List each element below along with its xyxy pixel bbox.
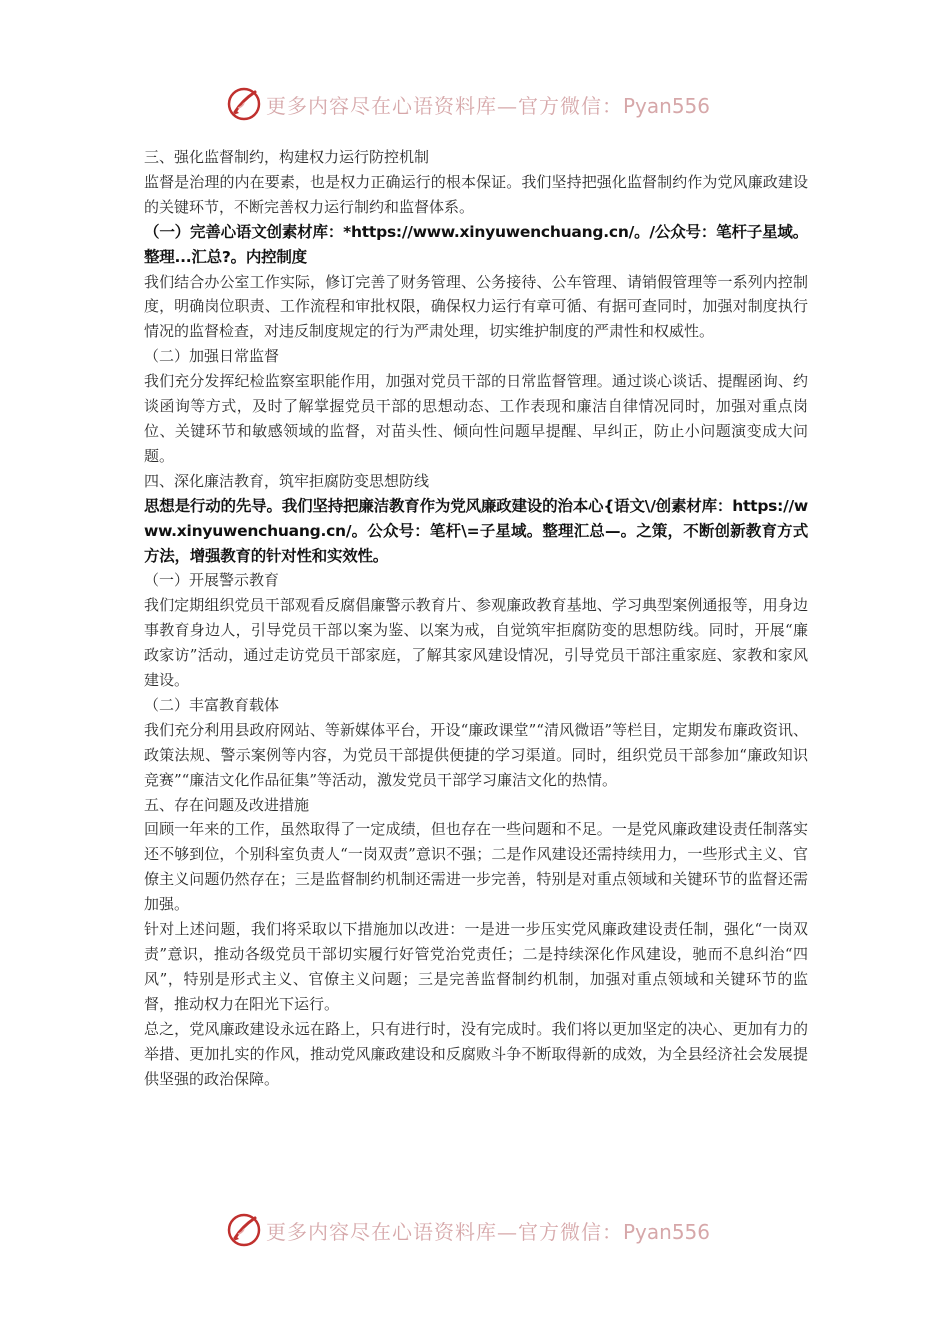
paragraph-bold: 思想是行动的先导。我们坚持把廉洁教育作为党风廉政建设的治本心{语文\/创素材库：https://www.xinyuwenchuang.cn/。公众号：笔杆\=子星域。整理汇总—。之策，不断创新教育方式方法，增强教育的针对性和实效性。 — [144, 496, 808, 565]
wechat-id: Pyan556 — [623, 93, 711, 118]
subheading: （一）开展警示教育 — [144, 571, 280, 590]
header-banner — [226, 84, 726, 124]
paragraph: 我们充分利用县政府网站、等新媒体平台，开设“廉政课堂”“清风微语”等栏目，定期发布廉政资讯、政策法规、警示案例等内容，为党员干部提供便捷的学习渠道。同时，组织党员干部参加“廉政知识竞赛”“廉洁文化作品征集”等活动，激发党员干部学习廉洁文化的热情。 — [144, 720, 808, 789]
paragraph: 总之，党风廉政建设永远在路上，只有进行时，没有完成时。我们将以更加坚定的决心、更加有力的举措、更加扎实的作风，推动党风廉政建设和反腐败斗争不断取得新的成效，为全县经济社会发展提供坚强的政治保障。 — [144, 1019, 808, 1088]
section-heading-4: 四、深化廉洁教育，筑牢拒腐防变思想防线 — [144, 471, 430, 490]
banner-text: 更多内容尽在心语资料库—官方微信：Pyan556 — [266, 93, 711, 118]
brush-logo-icon — [226, 86, 262, 122]
paragraph: 回顾一年来的工作，虽然取得了一定成绩，但也存在一些问题和不足。一是党风廉政建设责任制落实还不够到位，个别科室负责人“一岗双责”意识不强；二是作风建设还需持续用力，一些形式主义、官僚主义问题仍然存在；三是监督制约机制还需进一步完善，特别是对重点领域和关键环节的监督还需加强。 — [144, 820, 808, 914]
section-heading-5: 五、存在问题及改进措施 — [144, 795, 310, 814]
subheading-bold: （一）完善心语文创素材库：*https://www.xinyuwenchuang.cn/。/公众号：笔杆子星域。整理...汇总?。内控制度 — [144, 222, 808, 266]
footer-banner — [226, 1210, 726, 1250]
subheading: （二）加强日常监督 — [144, 347, 280, 366]
paragraph: 我们结合办公室工作实际，修订完善了财务管理、公务接待、公车管理、请销假管理等一系列内控制度，明确岗位职责、工作流程和审批权限，确保权力运行有章可循、有据可查同时，加强对制度执行情况的监督检查，对违反制度规定的行为严肃处理，切实维护制度的严肃性和权威性。 — [144, 272, 808, 341]
brush-logo-icon — [226, 1212, 262, 1248]
document-body — [144, 145, 808, 1091]
banner-text: 更多内容尽在心语资料库—官方微信：Pyan556 — [266, 1219, 711, 1244]
paragraph: 我们定期组织党员干部观看反腐倡廉警示教育片、参观廉政教育基地、学习典型案例通报等，用身边事教育身边人，引导党员干部以案为鉴、以案为戒，自觉筑牢拒腐防变的思想防线。同时，开展“廉政家访”活动，通过走访党员干部家庭，了解其家风建设情况，引导党员干部注重家庭、家教和家风建设。 — [144, 596, 808, 690]
wechat-id: Pyan556 — [623, 1219, 711, 1244]
paragraph: 我们充分发挥纪检监察室职能作用，加强对党员干部的日常监督管理。通过谈心谈话、提醒函询、约谈函询等方式，及时了解掌握党员干部的思想动态、工作表现和廉洁自律情况同时，加强对重点岗位、关键环节和敏感领域的监督，对苗头性、倾向性问题早提醒、早纠正，防止小问题演变成大问题。 — [144, 372, 808, 465]
section-heading-3: 三、强化监督制约，构建权力运行防控机制 — [144, 148, 430, 166]
paragraph: 针对上述问题，我们将采取以下措施加以改进：一是进一步压实党风廉政建设责任制，强化“一岗双责”意识，推动各级党员干部切实履行好管党治党责任；二是持续深化作风建设，驰而不息纠治“四风”，特别是形式主义、官僚主义问题；三是完善监督制约机制，加强对重点领域和关键环节的监督，推动权力在阳光下运行。 — [144, 920, 808, 1013]
paragraph: 监督是治理的内在要素，也是权力正确运行的根本保证。我们坚持把强化监督制约作为党风廉政建设的关键环节，不断完善权力运行制约和监督体系。 — [144, 172, 808, 216]
subheading: （二）丰富教育载体 — [144, 695, 280, 714]
